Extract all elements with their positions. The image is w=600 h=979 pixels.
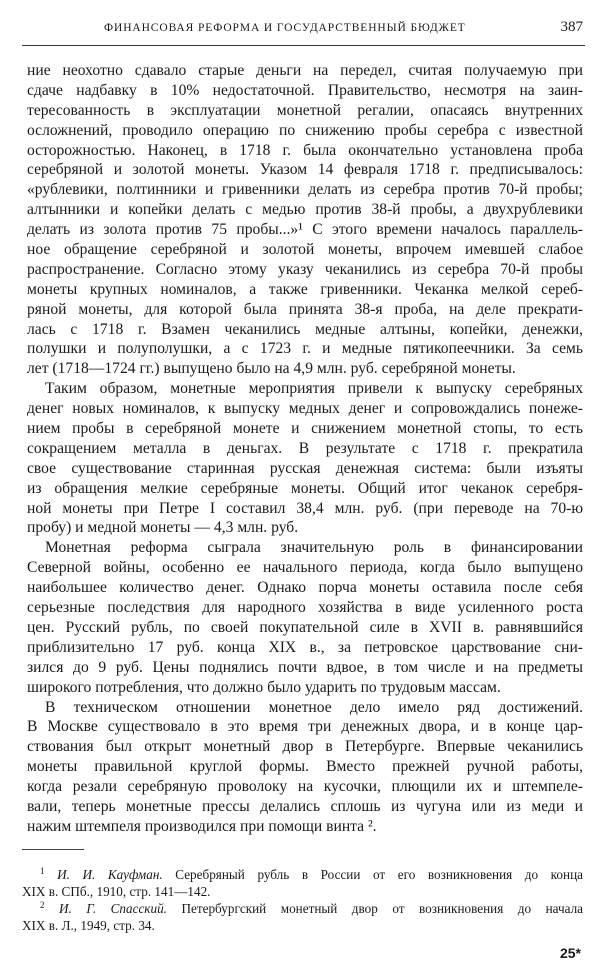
- footnote-text: Серебряный рубль в России от его возникновения до конца: [175, 867, 583, 882]
- footnote: [22, 900, 583, 934]
- text-line: ствования был открыт монетный двор в Петербурге. Впервые чеканились: [27, 738, 583, 756]
- footnote-author: И. И. Кауфман.: [57, 867, 163, 882]
- text-line: тересованность в эксплуатации монетной регалии, опасаясь внутренних: [27, 101, 583, 119]
- page-number: 387: [560, 19, 583, 35]
- header-rule: [22, 45, 585, 46]
- text-line: зился до 9 руб. Цены поднялись почти вдвое, в том числе и на предметы: [27, 658, 583, 676]
- paragraph: [27, 538, 583, 697]
- text-line: монеты правильной круглой формы. Вместо прежней ручной работы,: [27, 758, 583, 776]
- text-line: монеты крупных номиналов, а также гривенники. Чеканка мелкой сереб-: [27, 280, 583, 298]
- paragraph: [27, 61, 583, 379]
- text-line: когда резали серебряную проволоку на кусочки, плющили их и штемпеле-: [27, 778, 583, 796]
- text-line: делать из золота против 75 пробы...»¹ С этого времени началось параллель-: [27, 221, 583, 239]
- text-line: В Москве существовало в это время три денежных двора, и в конце цар-: [27, 718, 583, 736]
- text-line: серьезные последствия для народного хозяйства в виде усиленного роста: [27, 599, 583, 617]
- text-line: нажим штемпеля производился при помощи винта ².: [27, 817, 377, 835]
- text-line: В техническом отношении монетное дело имело ряд достижений.: [45, 698, 583, 716]
- text-line: распространение. Согласно этому указу чеканились из серебра 70-й пробы: [27, 260, 583, 278]
- running-header: [22, 19, 585, 39]
- footnote-author: И. Г. Спасский.: [59, 901, 167, 916]
- text-line: ной монеты при Петре I составил 38,4 млн. руб. (при переводе на 70-ю: [27, 499, 583, 517]
- paragraph: [27, 698, 583, 837]
- footnote-line: XIX в. Л., 1949, стр. 34.: [22, 918, 155, 933]
- text-line: приблизительно 17 руб. конца XIX в., за петровское царствование сни-: [27, 638, 583, 656]
- text-line: лет (1718—1724 гг.) выпущено было на 4,9 млн. руб. серебряной монеты.: [27, 360, 516, 378]
- running-title: ФИНАНСОВАЯ РЕФОРМА И ГОСУДАРСТВЕННЫЙ БЮДЖЕТ: [104, 22, 466, 34]
- text-line: свое существование старинная русская денежная система: были изъяты: [27, 459, 583, 477]
- text-line: Монетная реформа сыграла значительную роль в финансировании: [45, 539, 583, 557]
- text-line: Таким образом, монетные мероприятия привели к выпуску серебряных: [45, 380, 583, 398]
- signature-mark: 25*: [559, 945, 581, 961]
- text-line: пробу) и медной монеты — 4,3 млн. руб.: [27, 519, 299, 537]
- footnote-line: XIX в. СПб., 1910, стр. 141—142.: [22, 884, 211, 899]
- text-line: нием пробы в серебряной монете и снижением монетной стопы, то есть: [27, 420, 583, 438]
- text-line: ное обращение серебряной и золотой монеты, впрочем имевшей слабое: [27, 241, 583, 259]
- text-line: лась с 1718 г. Взамен чеканились медные алтыны, копейки, денежки,: [27, 320, 583, 338]
- text-line: цен. Русский рубль, по своей покупательной силе в XVII в. равнявшийся: [27, 618, 583, 636]
- text-line: алтынники и копейки делать с медью против 38-й пробы, а двухрублевики: [27, 201, 583, 219]
- footnote-line: [22, 900, 583, 917]
- text-line: полушки и полуполушки, а с 1723 г. и медные пятикопеечники. За семь: [27, 340, 583, 358]
- text-line: денег новых номиналов, к выпуску медных денег и сопровождались понеже-: [27, 400, 583, 418]
- text-line: вали, теперь монетные прессы делались сплошь из чугуна или из меди и: [27, 797, 583, 815]
- text-line: «рублевики, полтинники и гривенники делать из серебра против 70-й пробы;: [27, 181, 583, 199]
- text-line: сдаче надбавку в 10% недостаточной. Правительство, несмотря на заин-: [27, 81, 583, 99]
- footnotes: [22, 866, 583, 934]
- text-line: ряной монеты, для которой была принята 38-я проба, на деле прекрати-: [27, 300, 583, 318]
- text-line: осторожностью. Наконец, в 1718 г. была окончательно установлена проба: [27, 141, 583, 159]
- text-line: наибольшее количество денег. Однако порча монеты оставила после себя: [27, 579, 583, 597]
- footnote-line: [22, 866, 583, 883]
- text-line: широкого потребления, что должно было ударить по трудовым массам.: [27, 678, 501, 696]
- footnote-rule: [22, 849, 84, 850]
- text-line: ние неохотно сдавало старые деньги на передел, считая получаемую при: [27, 62, 583, 79]
- text-line: Северной войны, особенно ее начального периода, когда было выпущено: [27, 559, 583, 577]
- footnote-text: Петербургский монетный двор от возникновения до начала: [181, 901, 584, 916]
- footnote-mark: 1: [40, 866, 45, 876]
- body-text: [27, 61, 583, 837]
- text-line: сокращением металла в деньгах. В результате с 1718 г. прекратила: [27, 439, 583, 457]
- text-line: из обращения мелкие серебряные монеты. Общий итог чеканок серебря-: [27, 479, 583, 497]
- paragraph: [27, 379, 583, 538]
- text-line: серебряной и золотой монеты. Указом 14 февраля 1718 г. предписывалось:: [27, 161, 583, 179]
- text-line: осложнений, проводило операцию по снижению пробы серебра с известной: [27, 121, 583, 139]
- footnote: [22, 866, 583, 900]
- footnote-mark: 2: [40, 900, 45, 910]
